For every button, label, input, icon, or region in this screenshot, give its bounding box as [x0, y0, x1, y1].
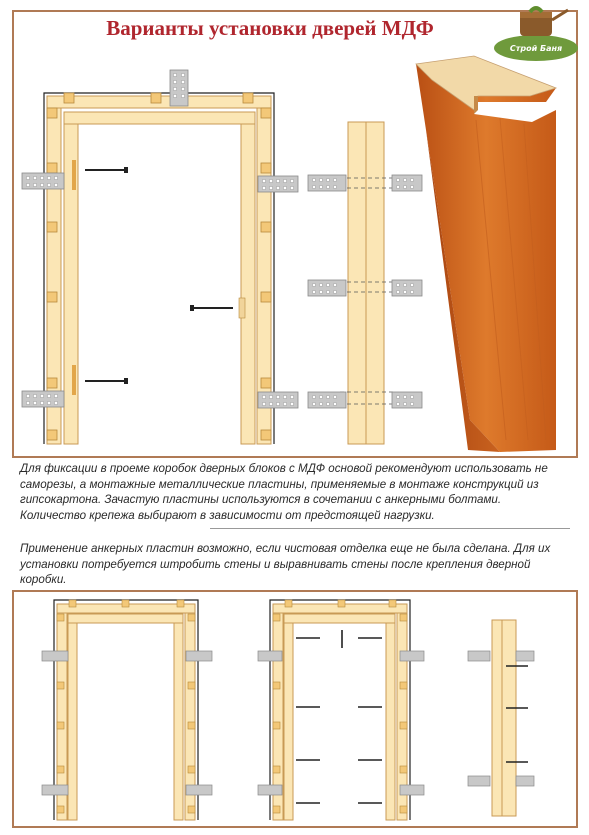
shim-group — [47, 93, 271, 440]
anchor-plate-note: Применение анкерных пластин возможно, если чистовая отделка еще не была сделана. Для их установки потребуется штробить стены и выравнивать стены после крепления дверной коробки. — [20, 542, 551, 586]
mounting-plate-icon — [170, 70, 188, 106]
logo-text: Строй Баня — [509, 44, 563, 53]
door-frame-shim-view — [42, 600, 212, 820]
mounting-plate-icon — [258, 392, 298, 408]
mounting-plate-icon — [22, 391, 64, 407]
divider — [210, 528, 570, 529]
anchor-screw-icon — [190, 305, 233, 311]
door-frame-screw-view — [258, 600, 424, 820]
anchor-screw-icon — [85, 378, 128, 384]
fixation-note: Для фиксации в проеме коробок дверных блоков с МДФ основой рекомендуют использовать не саморезы, а монтажные металлические пластины, применяемые в монтаже конструкций из гипсокартона. Зачастую пластины используются в сочетании с анкерными болтами. Количество крепежа выбирают в зависимости от предстоящей нагрузки. — [20, 462, 548, 522]
mounting-plate-icon — [258, 176, 298, 192]
door-frame-front-view — [22, 70, 298, 444]
page-title: Варианты установки дверей МДФ — [106, 16, 434, 40]
mdf-frame-profile-image — [416, 56, 556, 452]
anchor-screw-icon — [85, 167, 128, 173]
frame-side-anchor-view — [468, 620, 534, 816]
mounting-plate-icon — [22, 173, 64, 189]
door-frame-side-view — [308, 122, 422, 444]
